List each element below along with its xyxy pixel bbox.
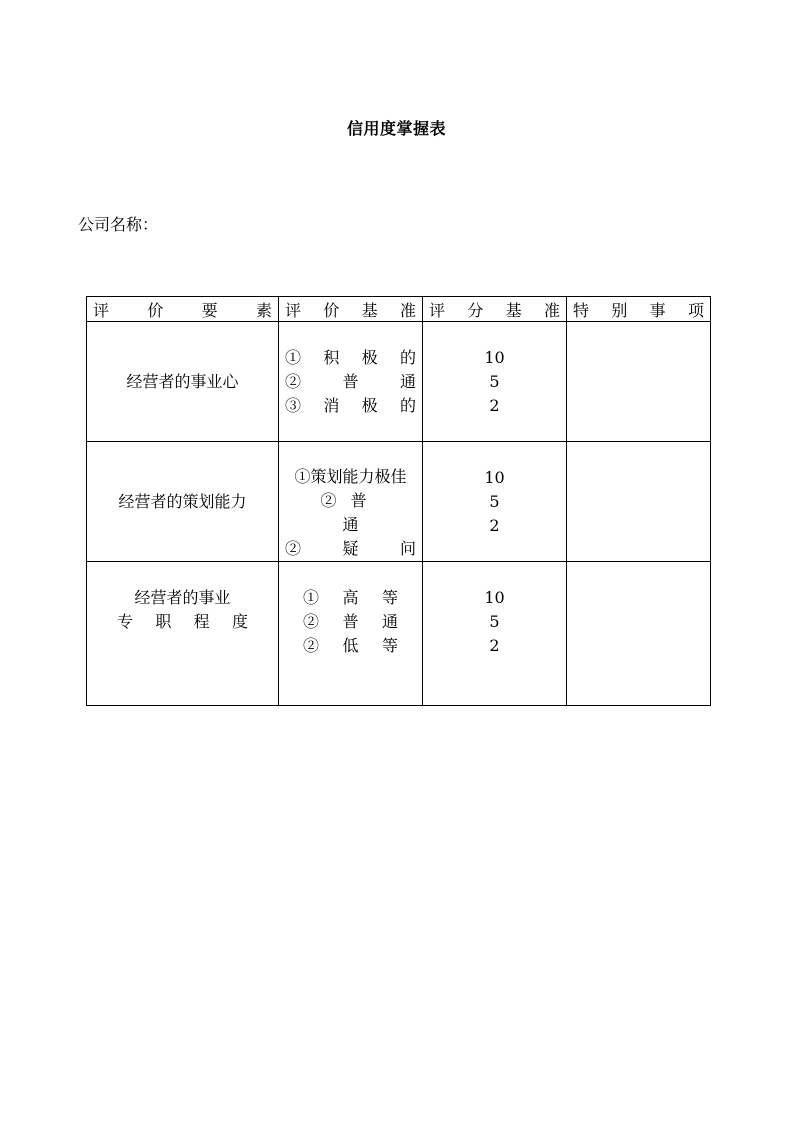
criteria-line: ③消极的 [285, 395, 416, 415]
notes-cell [567, 562, 711, 706]
criteria-line: ①策划能力极佳 [294, 467, 407, 486]
factor-text: 经营者的事业心 [126, 371, 239, 391]
score-cell [423, 322, 567, 442]
score-cell [423, 442, 567, 562]
table-row [87, 442, 711, 562]
header-special-notes: 特别事项 [567, 297, 711, 322]
notes-cell [567, 322, 711, 442]
table-row [87, 322, 711, 442]
score-value: 2 [489, 395, 500, 415]
criteria-line: 通 [342, 515, 359, 534]
criteria-cell [279, 442, 423, 562]
factor-cell [87, 562, 279, 706]
criteria-cell [279, 562, 423, 706]
criteria-line: ①积极的 [285, 347, 416, 367]
header-evaluation-criteria: 评价基准 [279, 297, 423, 322]
company-name-label: 公司名称： [78, 215, 159, 234]
header-scoring-criteria: 评分基准 [423, 297, 567, 322]
document-title: 信用度掌握表 [346, 119, 446, 138]
score-value: 10 [484, 347, 505, 367]
factor-text: 经营者的策划能力 [118, 491, 247, 511]
factor-text: 经营者的事业 [134, 588, 231, 607]
criteria-line: ②普通 [303, 612, 398, 631]
header-evaluation-factor: 评价要素 [87, 297, 279, 322]
criteria-line: ②疑问 [285, 539, 416, 558]
criteria-line: ②普 [320, 491, 381, 510]
table-header-row [87, 297, 711, 322]
criteria-cell [279, 322, 423, 442]
score-value: 10 [484, 467, 505, 487]
factor-cell [87, 322, 279, 442]
criteria-line: ②低等 [303, 636, 398, 655]
score-cell [423, 562, 567, 706]
score-value: 10 [484, 588, 505, 607]
score-value: 5 [489, 612, 500, 631]
factor-cell [87, 442, 279, 562]
credit-table [86, 296, 711, 706]
table-row [87, 562, 711, 706]
score-value: 5 [489, 491, 500, 511]
notes-cell [567, 442, 711, 562]
criteria-line: ①高等 [303, 588, 398, 607]
score-value: 2 [489, 515, 500, 535]
score-value: 5 [489, 371, 500, 391]
score-value: 2 [489, 636, 500, 655]
factor-text: 专职程度 [117, 612, 248, 631]
criteria-line: ②普通 [285, 371, 416, 391]
